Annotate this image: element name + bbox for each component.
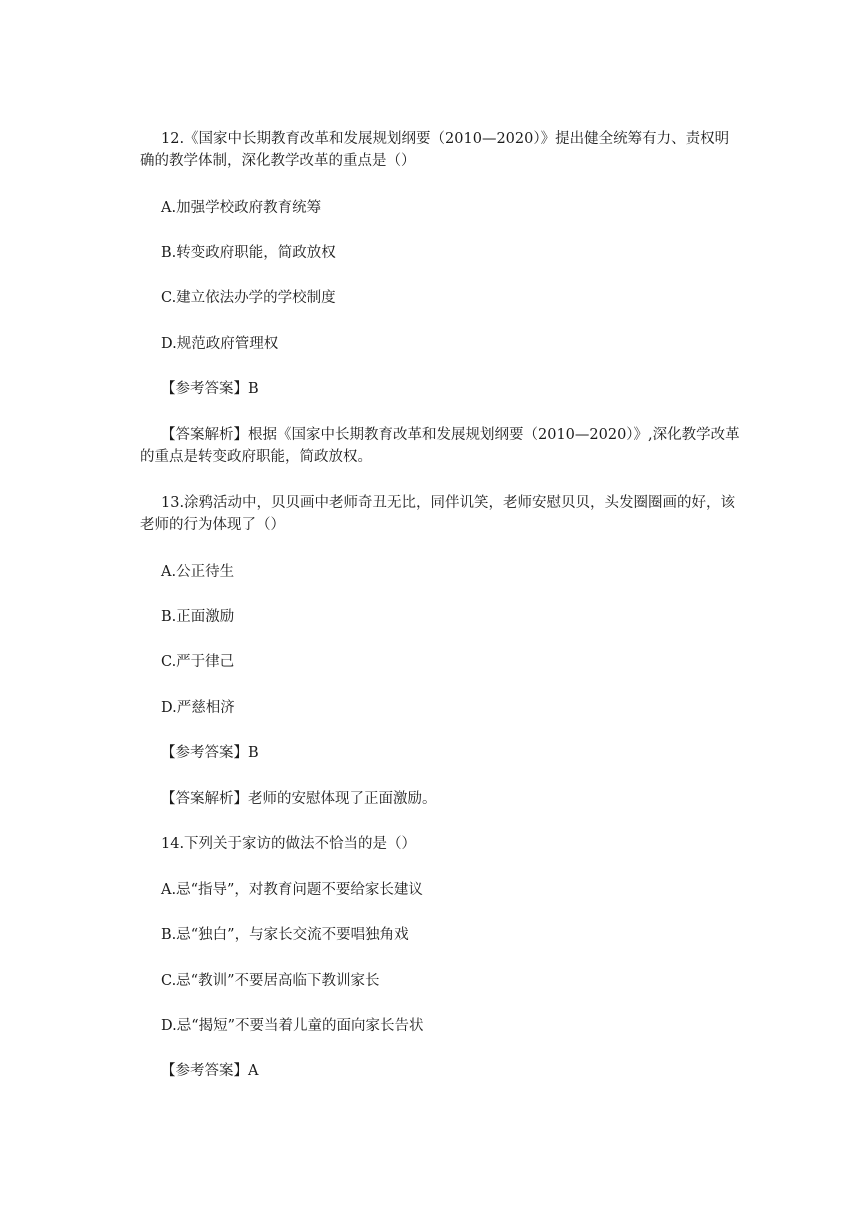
question-12-stem: 12.《国家中长期教育改革和发展规划纲要（2010—2020）》提出健全统筹有力、责权明确的教学体制，深化教学改革的重点是（） (140, 131, 730, 169)
question-13-analysis: 【答案解析】老师的安慰体现了正面激励。 (161, 791, 437, 807)
question-13-stem: 13.涂鸦活动中，贝贝画中老师奇丑无比，同伴讥笑，老师安慰贝贝，头发圈圈画的好，该老师的行为体现了（） (140, 495, 736, 533)
question-14-stem: 14.下列关于家访的做法不恰当的是（） (161, 836, 417, 852)
question-13-option-a: A.公正待生 (161, 564, 235, 580)
question-12-option-c: C.建立依法办学的学校制度 (161, 290, 336, 306)
question-13-option-c: C.严于律己 (161, 654, 235, 670)
question-13-option-d: D.严慈相济 (161, 700, 235, 716)
question-12-answer: 【参考答案】B (161, 381, 259, 397)
question-14-option-c: C.忌“教训”不要居高临下教训家长 (161, 973, 380, 989)
question-14-option-a: A.忌“指导”，对教育问题不要给家长建议 (161, 882, 423, 898)
question-13-answer: 【参考答案】B (161, 745, 259, 761)
question-13-option-b: B.正面激励 (161, 609, 235, 625)
question-12-option-a: A.加强学校政府教育统筹 (161, 200, 322, 216)
question-12-analysis: 【答案解析】根据《国家中长期教育改革和发展规划纲要（2010—2020）》,深化教学改革的重点是转变政府职能，简政放权。 (140, 427, 740, 465)
question-14-option-d: D.忌“揭短”不要当着儿童的面向家长告状 (161, 1018, 424, 1034)
question-14-answer: 【参考答案】A (161, 1063, 259, 1079)
question-12-option-b: B.转变政府职能，简政放权 (161, 245, 336, 261)
question-14-option-b: B.忌“独白”，与家长交流不要唱独角戏 (161, 927, 409, 943)
question-12-option-d: D.规范政府管理权 (161, 336, 279, 352)
